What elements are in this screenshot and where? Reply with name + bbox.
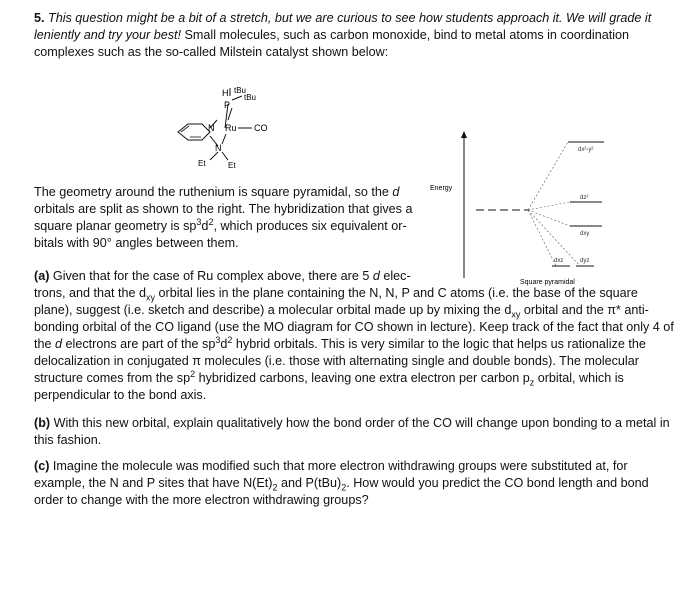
geometry-sup-1: 3 — [196, 216, 202, 227]
d-orbital-splitting-diagram — [428, 128, 648, 288]
et-right-label: Et — [228, 161, 236, 170]
level-dz2: dz² — [580, 195, 589, 201]
geometry-text-1: The geometry around the ruthenium is square pyramidal, so the — [34, 185, 389, 199]
question-a-d1: d — [372, 269, 380, 283]
et-left-label: Et — [198, 159, 206, 168]
question-number: 5. — [34, 11, 45, 25]
question-a-line1 — [34, 268, 434, 285]
question-a-d2: d — [55, 337, 63, 351]
question-a-text-6: d — [220, 337, 228, 351]
question-a-text-5: electrons are part of the sp — [65, 337, 216, 351]
tbu-top-label: tBu — [234, 86, 247, 95]
question-a-text-2b: orbital lies in the plane containing the N, N, P — [158, 286, 410, 300]
question-c-text-1: Imagine the molecule was modified such that more electron withdrawing groups were substituted at, for example, the N and P sites that have N(Et) — [34, 459, 628, 490]
intro-paragraph — [34, 10, 674, 61]
geometry-text-2: orbitals are split as shown to the right. The hybridization that gives a square planar geometry is sp — [34, 202, 413, 233]
question-c-text-2: and P(tBu) — [281, 476, 342, 490]
milstein-catalyst-structure — [170, 84, 290, 174]
question-a-sup3: 3 — [215, 334, 221, 345]
question-c-text-3: . How would you predict the CO bond length and bond order to change with the more electron withdrawing groups? — [34, 476, 649, 507]
atom-ru: Ru — [225, 123, 237, 133]
intro-lead: This question might be a bit of a stretch, but we are curious to see how students approach it. We will grade it leniently and try your best! — [34, 11, 652, 42]
question-a-z: z — [529, 377, 535, 388]
energy-axis-label: Energy — [430, 185, 453, 192]
level-dx2-y2: dx²-y² — [578, 147, 594, 153]
geometry-d: d — [392, 185, 400, 199]
diagram-caption: Square pyramidal — [520, 279, 575, 286]
question-c-sub1: 2 — [272, 482, 278, 493]
tbu-right-label: tBu — [244, 93, 257, 102]
atom-n-bottom: N — [215, 143, 222, 153]
question-a-text-7: hybrid orbitals. This is very similar to the logic that helps us rationalize the delocalization in conjugated π molecules (i.e. those with alternating single and double bonds). The molecular structure comes from the sp — [34, 337, 646, 385]
geometry-sup-2: 2 — [208, 216, 214, 227]
question-a-text-8: hybridized carbons, leaving one extra electron per carbon p — [198, 371, 530, 385]
question-a-label: (a) — [34, 269, 50, 283]
question-a-sup2: 2 — [227, 334, 233, 345]
geometry-paragraph — [34, 184, 434, 252]
question-a-text-9: orbital, which is perpendicular to the bond axis. — [34, 371, 624, 402]
question-c — [34, 458, 674, 509]
question-c-label: (c) — [34, 459, 50, 473]
question-b-label: (b) — [34, 416, 51, 430]
co-ligand-label: CO — [254, 123, 268, 133]
question-a-sup2b: 2 — [190, 368, 196, 379]
question-c-sub2: 2 — [341, 482, 347, 493]
question-a-text-1: Given that for the case of Ru complex above, there are 5 — [52, 269, 370, 283]
question-a-text-2: trons, and that the d — [34, 286, 147, 300]
level-dxz: dxz — [554, 258, 564, 264]
question-a-text-3: and C atoms (i.e. the base of the square plane), suggest (i.e. sketch and describe) a molecular orbital made up by mixing the d — [34, 286, 638, 317]
question-a-text-1b: elec- — [383, 269, 411, 283]
geometry-text-4: , which produces six equivalent or-bitals with 90° angles between them. — [34, 219, 407, 250]
question-a-xy2: xy — [511, 309, 521, 320]
level-dyz: dyz — [580, 258, 590, 264]
question-a — [34, 268, 674, 404]
atom-p: P — [224, 100, 231, 110]
atom-n-left: N — [208, 123, 215, 133]
atom-h: H — [222, 88, 229, 98]
intro-rest: Small molecules, such as carbon monoxide, bind to metal atoms in coordination complexes such as the so-called Milstein catalyst shown below: — [34, 28, 630, 59]
question-b — [34, 415, 674, 449]
question-a-text-4: orbital and the π* anti-bonding orbital of the CO ligand (use the MO diagram for CO shown in lecture). Keep track of the fact that only 4 of the — [34, 303, 674, 351]
geometry-text-3: d — [201, 219, 209, 233]
level-dxy: dxy — [580, 231, 590, 237]
question-b-text: With this new orbital, explain qualitatively how the bond order of the CO will change upon bonding to a metal in this fashion. — [34, 416, 670, 447]
question-a-xy: xy — [146, 292, 156, 303]
